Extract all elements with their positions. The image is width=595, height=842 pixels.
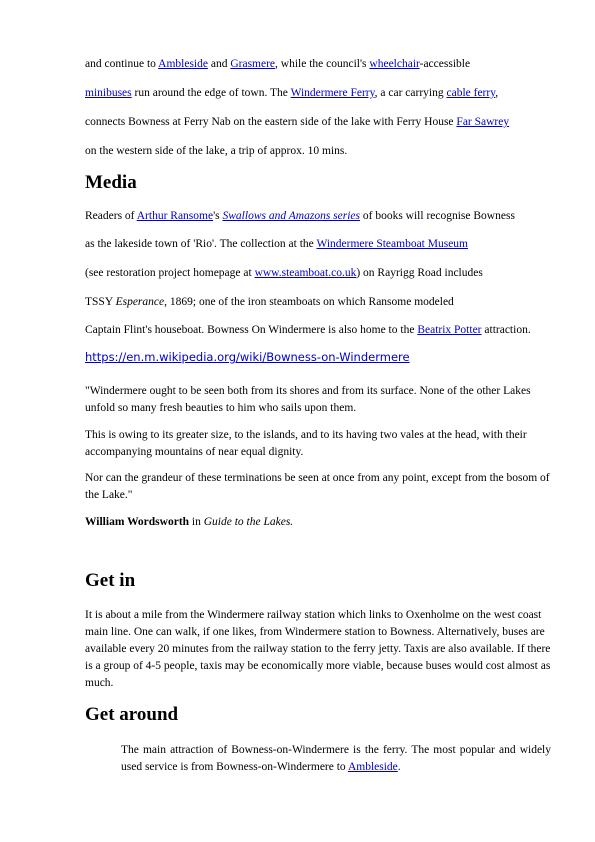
link-grasmere[interactable]: Grasmere [230,58,276,70]
text: The main attraction of Bowness-on-Windermere is the ferry. The most popular and widely used service is from Bowness-on-Windermere to [121,744,551,773]
link-cable-ferry[interactable]: cable ferry [446,87,496,99]
text: of books will recognise Bowness [360,210,515,222]
text: , 1869; one of the iron steamboats on which Ransome modeled [164,296,454,308]
text: , [495,87,499,99]
transport-line-2 [85,86,498,100]
link-wikipedia[interactable]: https://en.m.wikipedia.org/wiki/Bowness-on-Windermere [85,350,410,364]
media-line-5 [85,323,531,337]
text: (see restoration project homepage at [85,267,255,279]
text: , while the council's [275,58,370,70]
transport-line-1 [85,57,470,71]
text: , a car carrying [374,87,447,99]
text: and continue to [85,58,159,70]
link-far-sawrey[interactable]: Far Sawrey [456,116,510,128]
text: Readers of [85,210,137,222]
text: run around the edge of town. The [131,87,291,99]
text: ) on Rayrigg Road includes [356,267,483,279]
link-steamboat-site[interactable]: www.steamboat.co.uk [254,267,357,279]
heading-get-around: Get around [85,704,179,725]
text: . [397,761,401,773]
media-line-2 [85,237,468,251]
link-arthur-ransome[interactable]: Arthur Ransome [136,210,214,222]
transport-line-3 [85,115,509,129]
link-steamboat-museum[interactable]: Windermere Steamboat Museum [316,238,468,250]
text: and [207,58,231,70]
text: as the lakeside town of 'Rio'. The collection at the [85,238,317,250]
heading-get-in: Get in [85,570,136,591]
link-beatrix-potter[interactable]: Beatrix Potter [417,324,482,336]
link-ambleside-2[interactable]: Ambleside [347,761,398,773]
author-name: William Wordsworth [85,516,190,528]
text: attraction. [481,324,531,336]
link-swallows-amazons[interactable]: Swallows and Amazons series [222,210,360,222]
quote-attribution [85,515,293,529]
text: connects Bowness at Ferry Nab on the eastern side of the lake with Ferry House [85,116,457,128]
media-line-4 [85,295,454,309]
text: -accessible [419,58,471,70]
get-around-paragraph [121,742,551,776]
link-wheelchair[interactable]: wheelchair [369,58,420,70]
media-line-3 [85,266,483,280]
wikipedia-url[interactable] [85,350,410,364]
work-title: Guide to the Lakes. [203,516,294,528]
link-ambleside[interactable]: Ambleside [158,58,208,70]
get-in-paragraph: It is about a mile from the Windermere railway station which links to Oxenholme on the west coast main line. One can walk, if one likes, from Windermere station to Bowness. Alternatively, buses are available every 20 minutes from the railway station to the ferry jetty. Taxis are also available. If there is a group of 4-5 people, taxis may be economically more viable, because buses would cost almost as much. [85,609,551,689]
quote-paragraph-1: "Windermere ought to be seen both from its shores and from its surface. None of the other Lakes unfold so many fresh beauties to him who sails upon them. [85,385,531,414]
link-windermere-ferry[interactable]: Windermere Ferry [290,87,375,99]
quote-paragraph-2: This is owing to its greater size, to the islands, and to its having two vales at the head, with their accompanying mountains of near equal dignity. [85,429,527,458]
link-minibuses[interactable]: minibuses [85,87,132,99]
text: Captain Flint's houseboat. Bowness On Windermere is also home to the [85,324,418,336]
media-line-1 [85,209,515,223]
text: TSSY [85,296,116,308]
text: in [189,516,204,528]
text: 's [213,210,223,222]
heading-media: Media [85,172,137,193]
transport-line-4: on the western side of the lake, a trip of approx. 10 mins. [85,145,348,157]
quote-paragraph-3: Nor can the grandeur of these terminations be seen at once from any point, except from the bosom of the Lake." [85,472,550,501]
text-italic: Esperance [115,296,165,308]
